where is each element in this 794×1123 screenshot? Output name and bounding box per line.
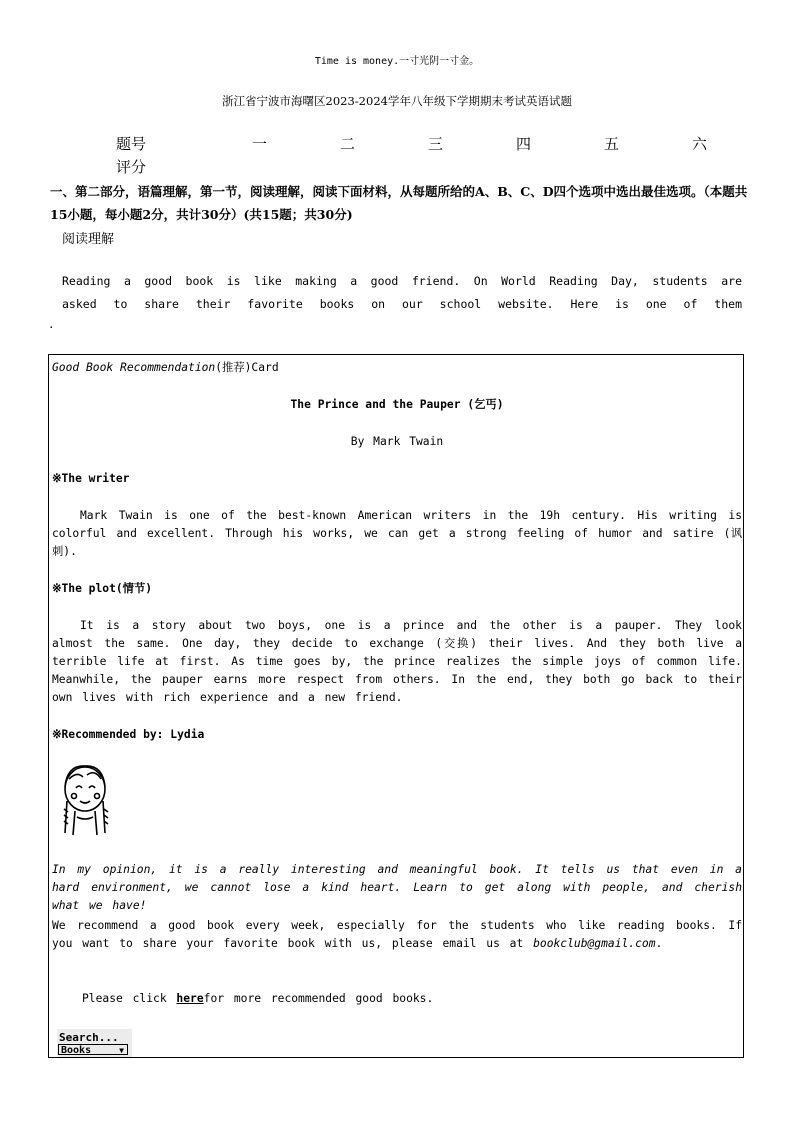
score-label: 评分 (116, 158, 147, 176)
plot-heading: ※The plot(情节) (52, 582, 153, 595)
email-link[interactable]: bookclub@gmail.com (533, 937, 656, 950)
writer-paragraph: Mark Twain is one of the best-known American writers in the 19h century. His writing is colorful and excellent. Through his works, we can get a strong feeling of humor and satire (讽刺). (52, 509, 742, 558)
girl-avatar-icon (55, 761, 117, 837)
section-instructions: 一、第二部分，语篇理解，第一节，阅读理解，阅读下面材料，从每题所给的A、B、C、D四个选项中选出最佳选项。（本题共15小题，每小题2分，共计30分）(共15题；共30分) (50, 184, 748, 222)
book-author: By Mark Twain (350, 435, 444, 448)
score-col-2: 二 (340, 135, 356, 153)
chevron-down-icon[interactable]: ▼ (119, 1046, 124, 1055)
search-label: Search... (59, 1031, 119, 1044)
here-link[interactable]: here (176, 992, 204, 1005)
card-heading (52, 359, 742, 377)
plot-paragraph: It is a story about two boys, one is a prince and the other is a pauper. They look almost the same. One day, they decide to exchange (交换) their lives. And they both live a terrible life at first. As time goes by, the prince realizes the simple joys of common life. Meanwhile, the pauper earns more respect from others. In the end, they both go back to their own lives with rich experience and a new friend. (52, 619, 742, 704)
click-post: for more recommended good books. (203, 992, 434, 1005)
opinion-paragraph: In my opinion, it is a really interesting and meaningful book. It tells us that even in a hard environment, we cannot lose a kind heart. Learn to get along with people, and cherish what we have! (52, 863, 742, 912)
weekly-text: We recommend a good book every week, especially for the students who like reading books. If you want to share your favorite book with us, please email us at (52, 919, 742, 950)
card-heading-rest: (推荐)Card (215, 361, 279, 374)
page-header: Time is money.一寸光阴一寸金。 (314, 56, 480, 67)
book-title: The Prince and the Pauper (乞丐) (290, 398, 504, 411)
search-widget[interactable] (57, 1029, 132, 1057)
click-pre: Please click (82, 992, 177, 1005)
score-col-4: 四 (516, 135, 532, 153)
weekly-end: . (655, 937, 663, 950)
card-heading-italic: Good Book Recommendation (52, 361, 216, 374)
recommendation-card (48, 354, 744, 1058)
section-label: 阅读理解 (62, 232, 115, 247)
score-table (0, 133, 794, 153)
writer-heading: ※The writer (52, 472, 130, 485)
intro-end: . (48, 318, 55, 331)
score-col-3: 三 (428, 135, 444, 153)
search-select-value: Books (61, 1045, 92, 1056)
score-col-1: 一 (252, 135, 268, 153)
search-select[interactable] (58, 1044, 128, 1055)
intro-paragraph: Reading a good book is like making a good friend. On World Reading Day, students are asked to share their favorite books on our school website. Here is one of them (62, 274, 742, 311)
weekly-paragraph (52, 917, 742, 953)
click-line (52, 990, 772, 1008)
recommended-heading: ※Recommended by: Lydia (52, 728, 205, 741)
exam-title: 浙江省宁波市海曙区2023-2024学年八年级下学期期末考试英语试题 (222, 94, 572, 108)
score-col-6: 六 (692, 135, 708, 153)
score-row-label: 题号 (116, 135, 147, 153)
score-col-5: 五 (604, 135, 620, 153)
